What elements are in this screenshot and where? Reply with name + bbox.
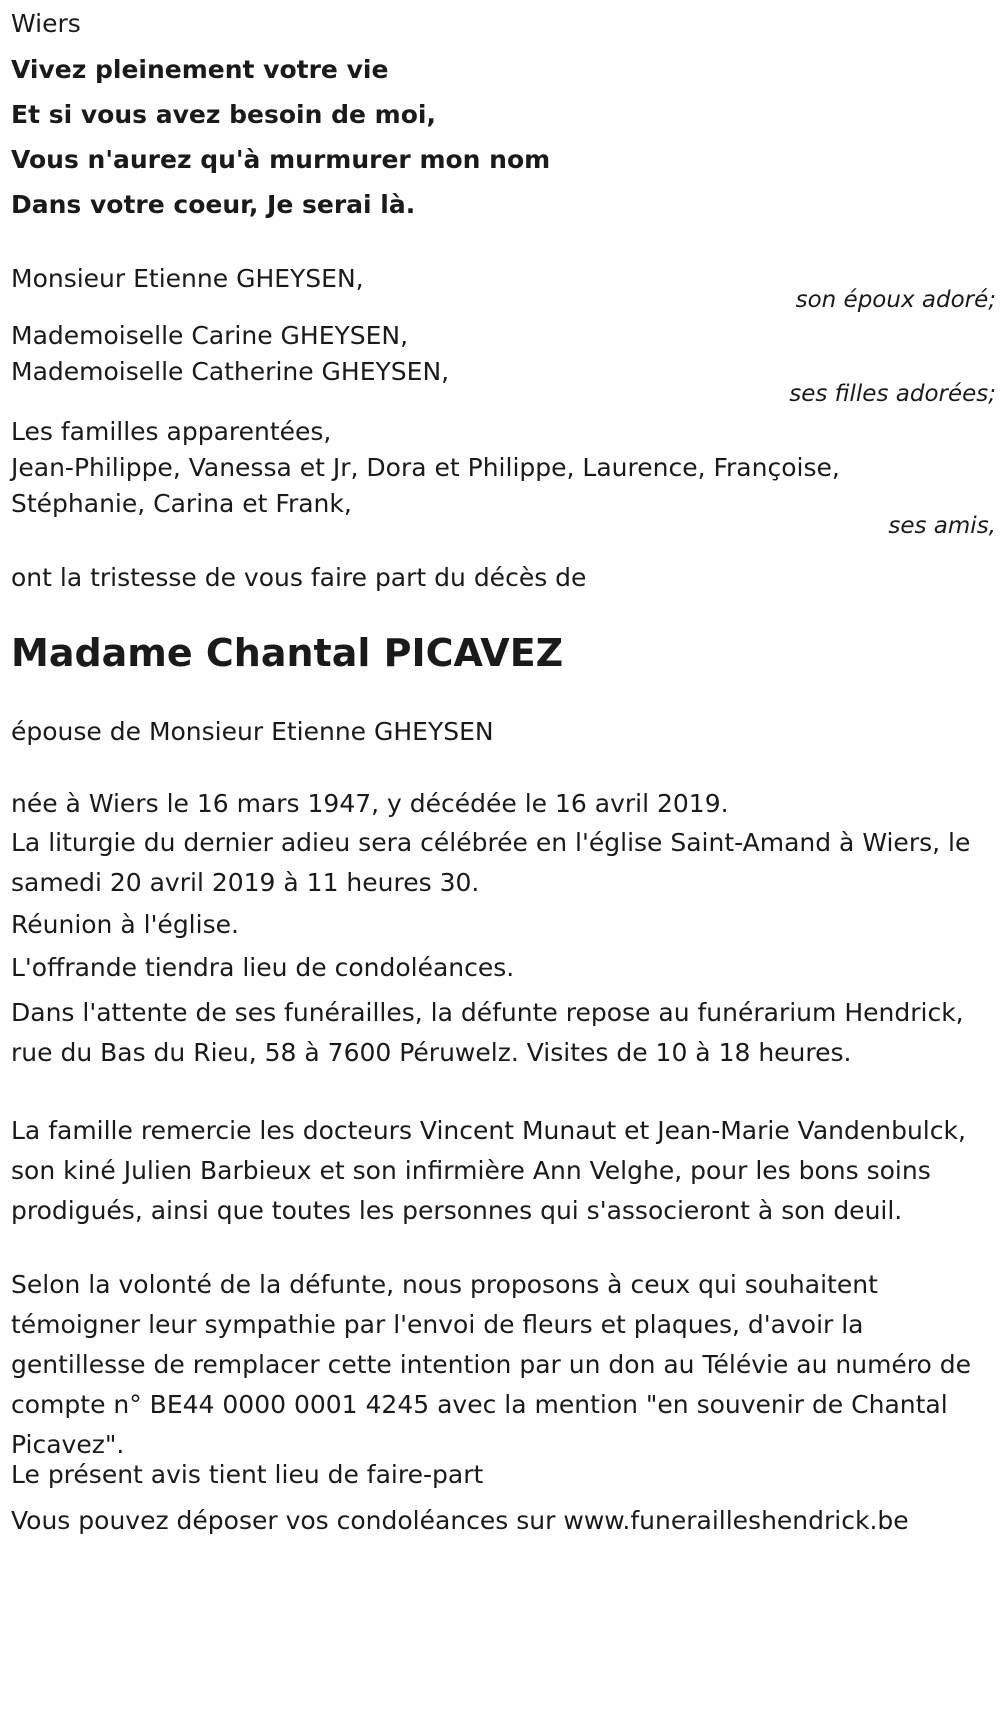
family-friends-line-1: Jean-Philippe, Vanessa et Jr, Dora et Philippe, Laurence, Françoise,	[11, 453, 840, 482]
paragraph-funerarium: Dans l'attente de ses funérailles, la défunte repose au funérarium Hendrick, rue du Bas du Rieu, 58 à 7600 Péruwelz. Visites de 10 à 18 heures.	[11, 998, 964, 1067]
family-friends-line-2: Stéphanie, Carina et Frank,	[11, 489, 352, 518]
announcement-text: ont la tristesse de vous faire part du décès de	[11, 563, 587, 592]
poem-line: Et si vous avez besoin de moi,	[11, 100, 436, 129]
notice-paragraphs	[11, 823, 986, 1541]
poem-line: Vous n'aurez qu'à murmurer mon nom	[11, 145, 551, 174]
paragraph-liturgy: La liturgie du dernier adieu sera célébrée en l'église Saint-Amand à Wiers, le samedi 20 avril 2019 à 11 heures 30.	[11, 828, 971, 897]
paragraph-notice: Le présent avis tient lieu de faire-part	[11, 1460, 484, 1489]
paragraph-condolences: Vous pouvez déposer vos condoléances sur www.funerailleshendrick.be	[11, 1506, 909, 1535]
family-friends-role: ses amis,	[888, 513, 996, 539]
family-daughter-1: Mademoiselle Carine GHEYSEN,	[11, 321, 409, 350]
family-relatives: Les familles apparentées,	[11, 417, 332, 446]
family-daughters-role: ses filles adorées;	[789, 381, 996, 407]
spouse-line: épouse de Monsieur Etienne GHEYSEN	[11, 717, 494, 746]
paragraph-offering: L'offrande tiendra lieu de condoléances.	[11, 953, 515, 982]
poem-line: Vivez pleinement votre vie	[11, 55, 389, 84]
family-husband: Monsieur Etienne GHEYSEN,	[11, 264, 364, 293]
paragraph-donation: Selon la volonté de la défunte, nous proposons à ceux qui souhaitent témoigner leur sympathie par l'envoi de fleurs et plaques, d'avoir la gentillesse de remplacer cette intention par un don au Télévie au numéro de compte n° BE44 0000 0001 4245 avec la mention "en souvenir de Chantal Picavez".	[11, 1270, 972, 1459]
family-husband-role: son époux adoré;	[795, 287, 996, 313]
deceased-name: Madame Chantal PICAVEZ	[11, 631, 564, 675]
poem	[11, 50, 550, 230]
birth-death-line: née à Wiers le 16 mars 1947, y décédée le 16 avril 2019.	[11, 789, 729, 818]
place-name: Wiers	[11, 9, 81, 38]
family-daughter-2: Mademoiselle Catherine GHEYSEN,	[11, 357, 450, 386]
poem-line: Dans votre coeur, Je serai là.	[11, 190, 416, 219]
paragraph-meeting: Réunion à l'église.	[11, 910, 239, 939]
paragraph-thanks: La famille remercie les docteurs Vincent Munaut et Jean-Marie Vandenbulck, son kiné Julien Barbieux et son infirmière Ann Velghe, pour les bons soins prodigués, ainsi que toutes les personnes qui s'associeront à son deuil.	[11, 1116, 966, 1225]
